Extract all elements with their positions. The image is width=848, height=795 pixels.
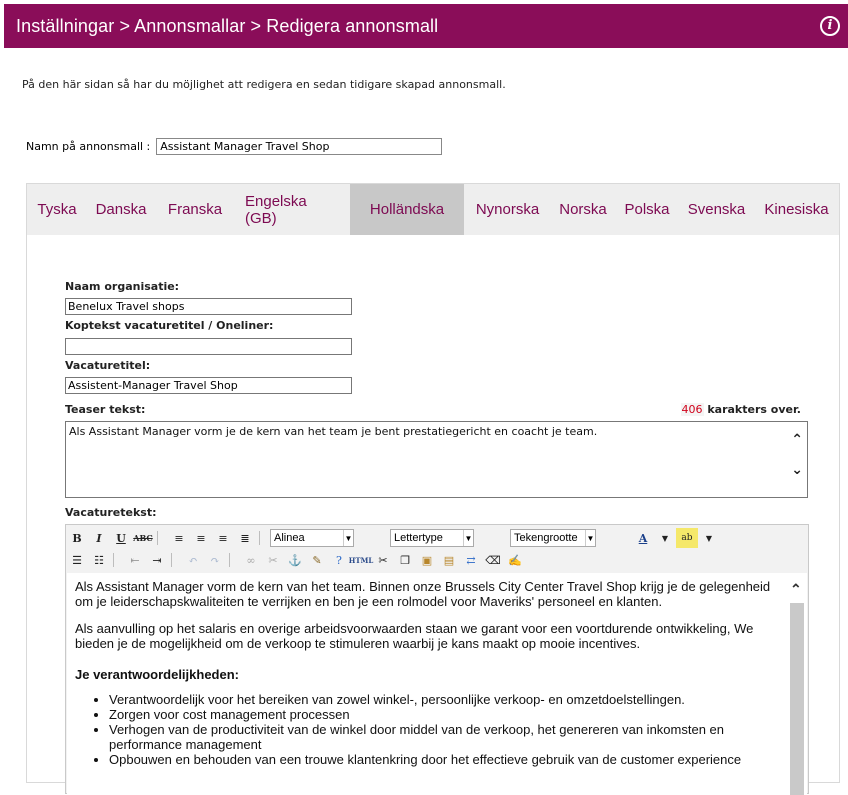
highlight-color-icon[interactable]: ab (676, 528, 698, 548)
paragraph-select-value: Alinea (274, 532, 305, 544)
toolbar-separator (113, 553, 121, 567)
tab-franska[interactable]: Franska (167, 201, 223, 218)
template-name-label: Namn på annonsmall : (26, 140, 151, 153)
headline-input[interactable] (65, 338, 352, 355)
list-item: • Opbouwen en behouden van een trouwe klantenkring door het effectieve gebruik van de customer experience (109, 752, 777, 767)
teaser-scrollbar[interactable] (789, 422, 805, 497)
tab-tyska[interactable]: Tyska (37, 201, 77, 218)
tab-norska[interactable]: Norska (559, 201, 607, 218)
font-select[interactable] (390, 529, 474, 547)
vacancy-title-input[interactable] (65, 377, 352, 394)
link-icon[interactable]: ∞ (246, 553, 256, 567)
editor-toolbar-row-1 (66, 527, 808, 549)
headline-label: Koptekst vacaturetitel / Oneliner: (65, 319, 274, 332)
tab-kinesiska[interactable]: Kinesiska (764, 201, 829, 218)
editor-toolbar-row-2 (66, 549, 808, 571)
responsibilities-list (75, 692, 777, 767)
toolbar-separator (259, 531, 267, 545)
scrollbar-thumb[interactable] (790, 603, 804, 795)
italic-icon[interactable]: I (96, 531, 102, 545)
editor-scrollbar[interactable] (787, 573, 807, 795)
chevron-down-icon: ▼ (343, 530, 353, 546)
size-select-value: Tekengrootte (514, 532, 578, 544)
underline-icon[interactable]: U (116, 531, 126, 545)
copy-icon[interactable]: ❐ (400, 553, 410, 567)
char-counter-suffix: karakters over. (707, 403, 801, 416)
indent-icon[interactable]: ⇥ (152, 553, 162, 567)
bullet-list-icon[interactable]: ☰ (72, 553, 82, 567)
toolbar-separator (157, 531, 165, 545)
replace-icon[interactable]: ⇄ (466, 553, 476, 567)
intro-text: På den här sidan så har du möjlighet att redigera en sedan tidigare skapad annonsmall. (22, 78, 506, 91)
font-color-icon[interactable]: A (638, 531, 648, 545)
edit-icon[interactable]: ✍ (508, 553, 522, 567)
rich-text-editor (65, 524, 809, 794)
size-select[interactable] (510, 529, 596, 547)
numbered-list-icon[interactable]: ☷ (94, 553, 104, 567)
chevron-down-icon: ▼ (463, 530, 473, 546)
template-name-row (26, 138, 442, 155)
undo-icon[interactable]: ↶ (188, 553, 198, 567)
chevron-down-icon[interactable]: ▼ (705, 533, 713, 543)
teaser-label: Teaser tekst: (65, 403, 146, 416)
info-icon[interactable]: i (820, 16, 840, 36)
editor-paragraph: Als aanvulling op het salaris en overige arbeidsvoorwaarden staan we garant voor een voortdurende ontwikkeling, We bieden je de mogelijkheid om de verkoop te stimuleren waarbij je kans maakt op mooie incentives. (75, 621, 754, 651)
tab-engelska-gb[interactable]: Engelska (GB) (245, 192, 307, 227)
html-source-icon[interactable]: HTML (348, 555, 374, 565)
paragraph-select[interactable] (270, 529, 354, 547)
page-header (4, 4, 848, 48)
editor-content-area[interactable] (67, 573, 807, 795)
language-panel (26, 183, 840, 783)
cut-icon[interactable]: ✂ (378, 553, 388, 567)
teaser-textarea[interactable] (65, 421, 808, 498)
toolbar-separator (229, 553, 237, 567)
font-select-value: Lettertype (394, 532, 443, 544)
chevron-down-icon: ▼ (585, 530, 595, 546)
char-counter (681, 403, 802, 416)
chevron-up-icon[interactable]: ⌃ (790, 581, 802, 597)
chevron-down-icon[interactable]: ▼ (661, 533, 669, 543)
align-right-icon[interactable]: ≡ (218, 531, 228, 545)
unlink-icon[interactable]: ✂ (268, 553, 278, 567)
redo-icon[interactable]: ↷ (210, 553, 220, 567)
align-justify-icon[interactable]: ≣ (240, 531, 250, 545)
outdent-icon[interactable]: ⇤ (130, 553, 140, 567)
editor-paragraph: Als Assistant Manager vorm de kern van het team. Binnen onze Brussels City Center Travel Shop krijg je de gelegenheid om je leiderschapskwaliteiten te verrijken en ben je een rolmodel voor Maveriks' personeel en klanten. (75, 579, 771, 609)
chevron-down-icon[interactable]: ⌄ (791, 462, 803, 478)
list-item: • Zorgen voor cost management processen (109, 707, 777, 722)
org-input[interactable] (65, 298, 352, 315)
tab-danska[interactable]: Danska (95, 201, 147, 218)
tab-svenska[interactable]: Svenska (687, 201, 746, 218)
bold-icon[interactable]: B (72, 531, 82, 545)
eraser-icon[interactable]: ⌫ (485, 553, 501, 567)
cleanup-icon[interactable]: ✎ (312, 553, 322, 567)
anchor-icon[interactable]: ⚓ (288, 553, 302, 567)
vacancy-text-label: Vacaturetekst: (65, 506, 157, 519)
strikethrough-icon[interactable]: ABC (133, 533, 153, 543)
vacancy-title-label: Vacaturetitel: (65, 359, 151, 372)
paste-text-icon[interactable]: ▤ (443, 553, 455, 567)
tab-nynorska[interactable]: Nynorska (475, 201, 540, 218)
template-name-input[interactable] (156, 138, 442, 155)
language-tabs (27, 184, 839, 235)
breadcrumb: Inställningar > Annonsmallar > Redigera annonsmall (16, 15, 439, 36)
tab-hollandska[interactable]: Holländska (350, 184, 464, 235)
toolbar-separator (171, 553, 179, 567)
align-left-icon[interactable]: ≡ (174, 531, 184, 545)
list-item: • Verhogen van de productiviteit van de winkel door middel van de verkoop, het genereren van inkomsten en performance management (109, 722, 777, 752)
chevron-up-icon[interactable]: ⌃ (791, 432, 803, 448)
teaser-text: Als Assistant Manager vorm je de kern van het team je bent prestatiegericht en coacht je team. (69, 425, 598, 438)
char-counter-value: 406 (681, 403, 703, 416)
help-icon[interactable]: ? (336, 553, 342, 567)
org-label: Naam organisatie: (65, 280, 180, 293)
editor-heading: Je verantwoordelijkheden: (75, 667, 239, 682)
tab-polska[interactable]: Polska (624, 201, 670, 218)
align-center-icon[interactable]: ≡ (196, 531, 206, 545)
list-item: • Verantwoordelijk voor het bereiken van zowel winkel-, persoonlijke verkoop- en omzetdoelstellingen. (109, 692, 777, 707)
paste-icon[interactable]: ▣ (421, 553, 433, 567)
